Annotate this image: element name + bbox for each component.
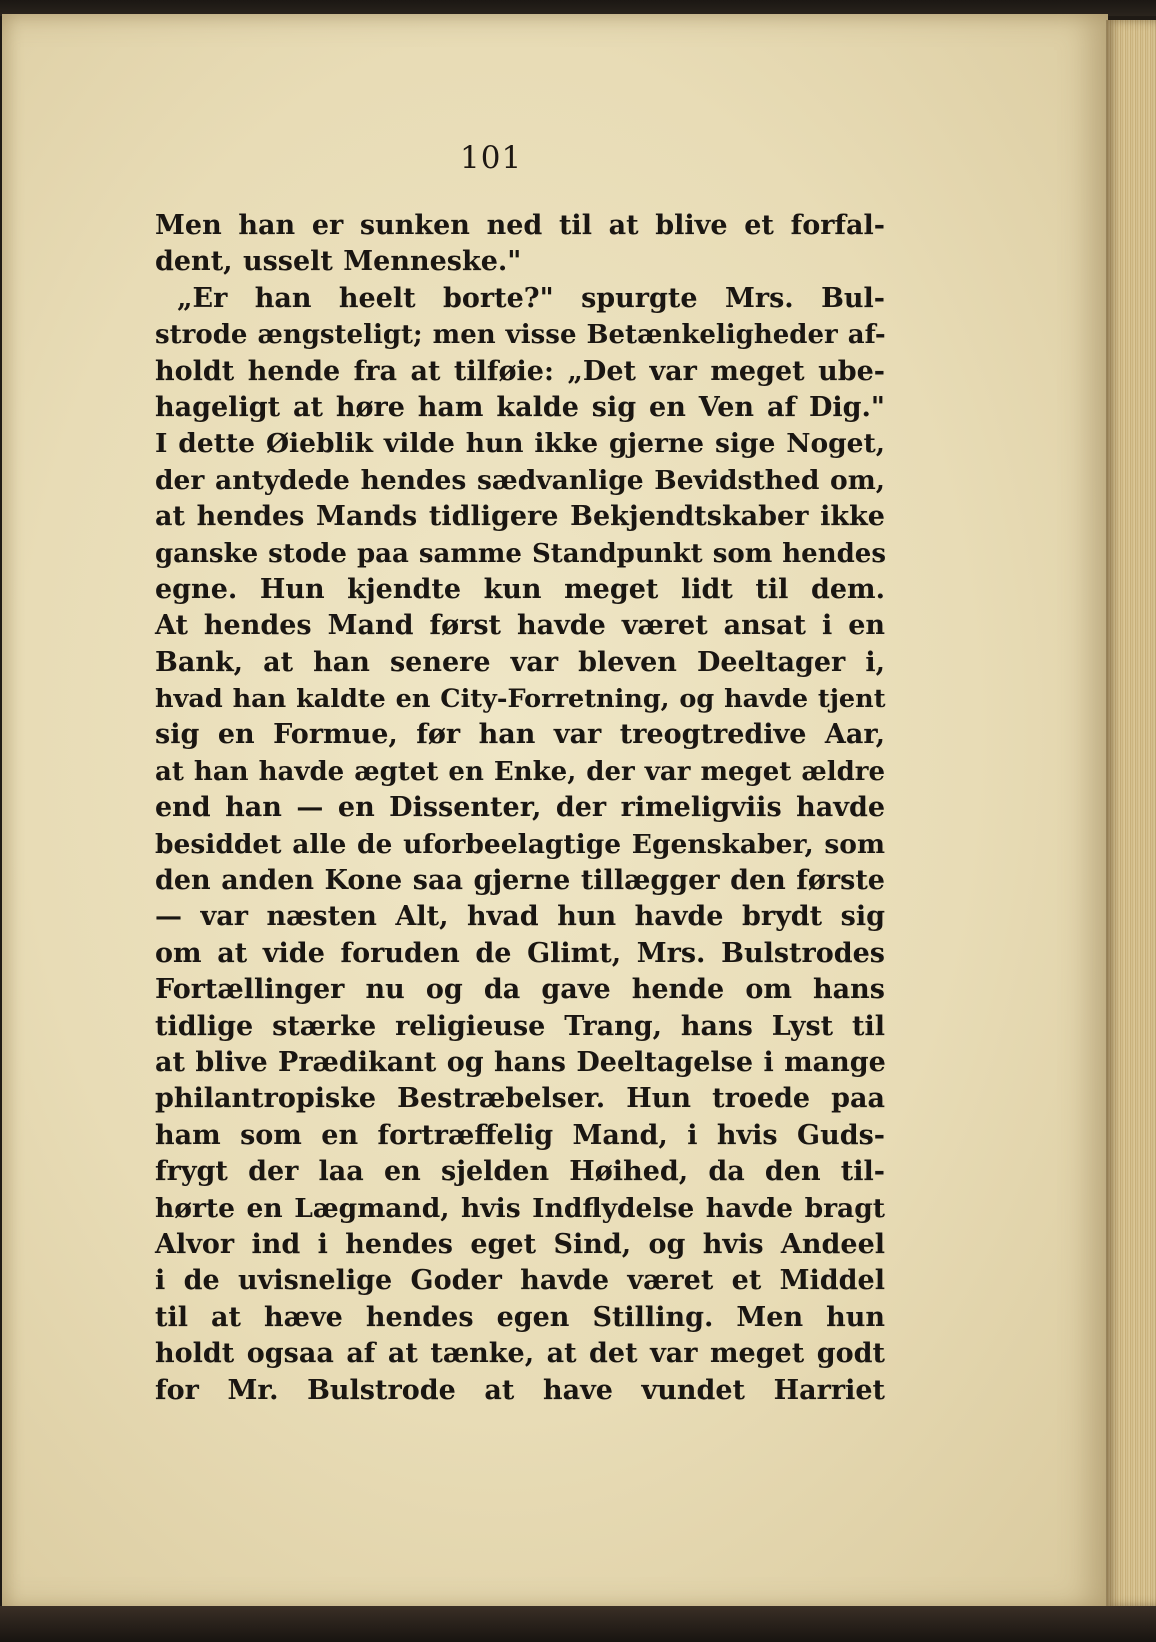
text-line: ham som en fortræffelig Mand, i hvis Guds- <box>155 1119 885 1151</box>
text-line: egne. Hun kjendte kun meget lidt til dem. <box>155 573 885 605</box>
text-line: den anden Kone saa gjerne tillægger den første <box>155 865 885 897</box>
text-line: Men han er sunken ned til at blive et forfal- <box>155 210 885 241</box>
text-line: — var næsten Alt, hvad hun havde brydt sig <box>155 901 885 933</box>
text-line: „Er han heelt borte?" spurgte Mrs. Bul- <box>177 282 885 314</box>
book-bottom-edge <box>0 1606 1156 1642</box>
text-line: Alvor ind i hendes eget Sind, og hvis Andeel <box>155 1228 885 1260</box>
text-line: der antydede hendes sædvanlige Bevidsthed om, <box>155 464 885 496</box>
text-line: til at hæve hendes egen Stilling. Men hun <box>155 1301 885 1333</box>
text-line: Fortællinger nu og da gave hende om hans <box>155 974 885 1006</box>
text-line: at hendes Mands tidligere Bekjendtskaber ikke <box>155 501 885 533</box>
text-line: hvad han kaldte en City-Forretning, og havde tjent <box>155 684 886 715</box>
text-line: holdt hende fra at tilføie: „Det var meget ube- <box>155 355 885 387</box>
text-line: om at vide foruden de Glimt, Mrs. Bulstrodes <box>155 937 885 969</box>
text-line: sig en Formue, før han var treogtredive Aar, <box>155 719 885 751</box>
page-number: 101 <box>460 140 523 176</box>
body-text <box>155 208 885 1409</box>
text-line: frygt der laa en sjelden Høihed, da den til- <box>155 1156 885 1188</box>
text-line: strode ængsteligt; men visse Betænkeligheder af- <box>155 320 886 351</box>
text-line: I dette Øieblik vilde hun ikke gjerne sige Noget, <box>155 428 885 460</box>
text-line: hørte en Lægmand, hvis Indflydelse havde bragt <box>155 1192 885 1224</box>
text-line: dent, usselt Menneske." <box>155 246 522 278</box>
text-line: ganske stode paa samme Standpunkt som hendes <box>155 538 886 569</box>
text-line: besiddet alle de uforbeelagtige Egenskaber, som <box>155 828 885 860</box>
text-line: tidlige stærke religieuse Trang, hans Lyst til <box>155 1010 885 1042</box>
text-line: at blive Prædikant og hans Deeltagelse i mange <box>155 1046 886 1078</box>
text-line: At hendes Mand først havde været ansat i en <box>155 610 885 642</box>
text-line: philantropiske Bestræbelser. Hun troede paa <box>155 1083 885 1115</box>
text-line: hageligt at høre ham kalde sig en Ven af Dig." <box>155 391 885 423</box>
text-line: i de uvisnelige Goder havde været et Middel <box>155 1265 885 1297</box>
text-line: for Mr. Bulstrode at have vundet Harriet <box>155 1374 885 1406</box>
text-line: end han — en Dissenter, der rimeligviis havde <box>155 792 885 824</box>
page-stack-edge <box>1106 20 1156 1606</box>
text-line: Bank, at han senere var bleven Deeltager i, <box>155 646 885 678</box>
text-line: at han havde ægtet en Enke, der var meget ældre <box>155 756 885 787</box>
text-line: holdt ogsaa af at tænke, at det var meget godt <box>155 1338 885 1370</box>
